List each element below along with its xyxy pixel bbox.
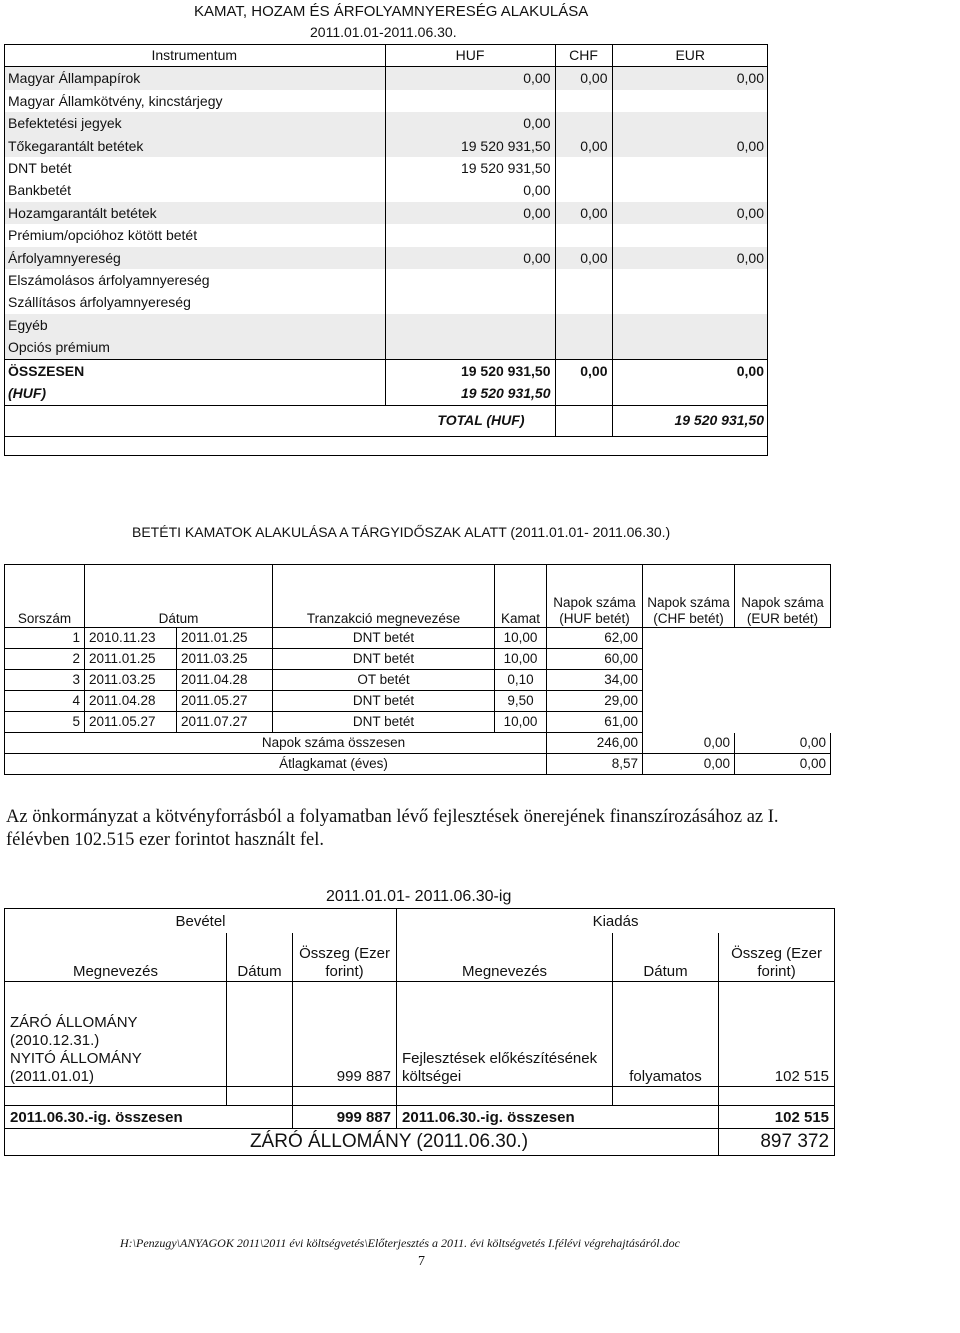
row-from: 2011.04.28	[85, 691, 177, 712]
right-sum: 102 515	[719, 1106, 835, 1129]
col-megnevezes-left: Megnevezés	[5, 933, 227, 982]
row-name: OT betét	[273, 670, 495, 691]
empty-cell	[5, 1087, 227, 1106]
napok-total-huf: 246,00	[547, 733, 643, 754]
sum-chf: 0,00	[555, 359, 612, 382]
col-huf: HUF	[385, 44, 555, 67]
row-chf	[555, 179, 612, 201]
col-osszeg-left: Összeg (Ezer forint)	[293, 933, 397, 982]
table-row	[4, 67, 768, 90]
table-row	[5, 628, 831, 649]
table-row	[4, 157, 768, 179]
row-to: 2011.05.27	[177, 691, 273, 712]
col-megnevezes-right: Megnevezés	[397, 933, 613, 982]
nyito-allomany-2011: NYITÓ ÁLLOMÁNY (2011.01.01)	[10, 1050, 142, 1085]
bevetel-header: Bevétel	[5, 909, 397, 934]
row-eur	[612, 269, 768, 291]
row-to: 2011.07.27	[177, 712, 273, 733]
col-instrument: Instrumentum	[4, 44, 385, 67]
table-row	[4, 90, 768, 112]
col-kamat: Kamat	[495, 565, 547, 628]
row-napok: 61,00	[547, 712, 643, 733]
closing-value: 897 372	[719, 1129, 835, 1156]
row-to: 2011.04.28	[177, 670, 273, 691]
yield-table	[4, 44, 768, 437]
empty-cell	[613, 1087, 719, 1106]
row-huf: 19 520 931,50	[385, 157, 555, 179]
row-chf: 0,00	[555, 135, 612, 157]
right-datum: folyamatos	[613, 982, 719, 1087]
col-napok-eur: Napok száma (EUR betét)	[735, 565, 831, 628]
row-kamat: 10,00	[495, 628, 547, 649]
left-amount: 999 887	[293, 982, 397, 1087]
row-label: DNT betét	[8, 160, 72, 177]
col-osszeg-right: Összeg (Ezer forint)	[719, 933, 835, 982]
empty-cell	[735, 712, 831, 733]
row-napok: 29,00	[547, 691, 643, 712]
napok-total-label: Napok száma összesen	[5, 733, 547, 754]
row-eur	[612, 90, 768, 112]
table-row	[4, 314, 768, 336]
row-huf	[385, 224, 555, 246]
row-eur	[612, 224, 768, 246]
huf-label: (HUF)	[4, 382, 385, 405]
row-kamat: 10,00	[495, 649, 547, 670]
table-row	[4, 202, 768, 224]
empty-cell	[643, 712, 735, 733]
col-datum-left: Dátum	[227, 933, 293, 982]
sum-huf: 19 520 931,50	[385, 359, 555, 382]
row-name: DNT betét	[273, 649, 495, 670]
row-label: Opciós prémium	[4, 336, 385, 359]
row-huf: 0,00	[385, 67, 555, 90]
row-chf: 0,00	[555, 247, 612, 269]
page-number: 7	[418, 1254, 425, 1269]
interest-table	[4, 564, 831, 775]
row-eur: 0,00	[612, 67, 768, 90]
row-chf	[555, 336, 612, 359]
row-label: Elszámolásos árfolyamnyereség	[8, 272, 210, 289]
row-from: 2011.05.27	[85, 712, 177, 733]
empty-cell	[735, 628, 831, 649]
table-row	[5, 712, 831, 733]
napok-total-chf: 0,00	[643, 733, 735, 754]
right-sum-label: 2011.06.30.-ig. összesen	[397, 1106, 719, 1129]
table-row	[5, 691, 831, 712]
average-rate-huf: 8,57	[547, 754, 643, 775]
huf-row	[4, 382, 768, 405]
row-label: Bankbetét	[8, 182, 72, 199]
table-row	[4, 291, 768, 313]
row-label: Hozamgarantált betétek	[4, 202, 385, 224]
row-eur: 0,00	[612, 247, 768, 269]
empty-cell	[293, 1087, 397, 1106]
empty-cell	[227, 1087, 293, 1106]
empty-cell	[397, 1087, 613, 1106]
period-label: 2011.01.01-2011.06.30.	[310, 24, 457, 40]
table-row	[5, 670, 831, 691]
left-sum: 999 887	[293, 1106, 397, 1129]
table-row	[4, 179, 768, 201]
kiadas-header: Kiadás	[397, 909, 835, 934]
row-huf	[385, 269, 555, 291]
row-eur	[612, 314, 768, 336]
row-chf	[555, 112, 612, 134]
col-sorszam: Sorszám	[5, 565, 85, 628]
table-row	[4, 269, 768, 291]
table-row	[4, 112, 768, 134]
row-label: Befektetési jegyek	[4, 112, 385, 134]
row-kamat: 9,50	[495, 691, 547, 712]
row-huf	[385, 90, 555, 112]
col-tranzakcio: Tranzakció megnevezése	[273, 565, 495, 628]
row-no: 4	[5, 691, 85, 712]
row-to: 2011.03.25	[177, 649, 273, 670]
sum-row	[4, 359, 768, 382]
table-row	[4, 135, 768, 157]
row-from: 2011.01.25	[85, 649, 177, 670]
average-rate-chf: 0,00	[643, 754, 735, 775]
average-rate-label: Átlagkamat (éves)	[5, 754, 547, 775]
table-row	[5, 649, 831, 670]
row-eur	[612, 112, 768, 134]
empty-cell	[643, 670, 735, 691]
col-datum-right: Dátum	[613, 933, 719, 982]
row-label: Egyéb	[4, 314, 385, 336]
bond-sum-row	[5, 1106, 835, 1129]
row-chf: 0,00	[555, 202, 612, 224]
sum-eur: 0,00	[612, 359, 768, 382]
empty-cell	[555, 405, 612, 436]
spacer-row	[5, 1087, 835, 1106]
total-label: TOTAL (HUF)	[4, 405, 555, 436]
col-datum: Dátum	[85, 565, 273, 628]
bond-table	[4, 908, 835, 1156]
empty-cell	[719, 1087, 835, 1106]
row-chf	[555, 314, 612, 336]
table-row	[4, 247, 768, 269]
bond-section-title: 2011.01.01- 2011.06.30-ig	[326, 888, 512, 905]
row-from: 2011.03.25	[85, 670, 177, 691]
col-napok-huf: Napok száma (HUF betét)	[547, 565, 643, 628]
row-label: Szállításos árfolyamnyereség	[8, 294, 191, 311]
average-rate-eur: 0,00	[735, 754, 831, 775]
row-eur	[612, 179, 768, 201]
row-chf: 0,00	[555, 67, 612, 90]
left-sum-label: 2011.06.30.-ig. összesen	[5, 1106, 293, 1129]
row-huf	[385, 336, 555, 359]
bond-table-group-header	[5, 909, 835, 934]
empty-cell	[735, 649, 831, 670]
napok-total-eur: 0,00	[735, 733, 831, 754]
row-label: Árfolyamnyereség	[4, 247, 385, 269]
table-row	[5, 982, 835, 1087]
page-title: KAMAT, HOZAM ÉS ÁRFOLYAMNYERESÉG ALAKULÁSA	[194, 3, 589, 20]
row-name: DNT betét	[273, 712, 495, 733]
empty-cell	[643, 649, 735, 670]
empty-cell	[227, 982, 293, 1087]
row-no: 3	[5, 670, 85, 691]
row-eur: 0,00	[612, 202, 768, 224]
empty-cell	[612, 382, 768, 405]
interest-section-title: BETÉTI KAMATOK ALAKULÁSA A TÁRGYIDŐSZAK ALATT (2011.01.01- 2011.06.30.)	[132, 524, 671, 540]
empty-cell	[735, 691, 831, 712]
footer-path: H:\Penzugy\ANYAGOK 2011\2011 évi költségvetés\Előterjesztés a 2011. évi költségvetés I.félévi végrehajtásáról.doc	[120, 1236, 680, 1250]
col-chf: CHF	[555, 44, 612, 67]
closing-label: ZÁRÓ ÁLLOMÁNY (2011.06.30.)	[5, 1129, 719, 1156]
row-huf: 0,00	[385, 247, 555, 269]
row-eur	[612, 291, 768, 313]
row-no: 2	[5, 649, 85, 670]
row-label: Magyar Állampapírok	[4, 67, 385, 90]
row-name: DNT betét	[273, 691, 495, 712]
table-row	[4, 224, 768, 246]
row-huf	[385, 291, 555, 313]
row-huf: 0,00	[385, 112, 555, 134]
bond-table-header	[5, 933, 835, 982]
empty-cell	[643, 628, 735, 649]
row-kamat: 10,00	[495, 712, 547, 733]
row-kamat: 0,10	[495, 670, 547, 691]
average-rate-row	[5, 754, 831, 775]
row-napok: 60,00	[547, 649, 643, 670]
right-item: Fejlesztések előkészítésének költségei	[397, 982, 613, 1087]
row-name: DNT betét	[273, 628, 495, 649]
total-row	[4, 405, 768, 436]
sum-label: ÖSSZESEN	[4, 359, 385, 382]
huf-value: 19 520 931,50	[385, 382, 555, 405]
row-chf	[555, 269, 612, 291]
row-chf	[555, 157, 612, 179]
closing-row	[5, 1129, 835, 1156]
body-paragraph: Az önkormányzat a kötvényforrásból a folyamatban lévő fejlesztések önerejének finanszírozásához az I. félévben 102.515 ezer forintot használt fel.	[6, 807, 779, 850]
row-chf	[555, 224, 612, 246]
row-label: Prémium/opcióhoz kötött betét	[8, 227, 198, 244]
row-eur: 0,00	[612, 135, 768, 157]
row-label: Tőkegarantált betétek	[4, 135, 385, 157]
interest-table-header	[5, 565, 831, 628]
row-no: 5	[5, 712, 85, 733]
row-no: 1	[5, 628, 85, 649]
row-to: 2011.01.25	[177, 628, 273, 649]
row-eur	[612, 157, 768, 179]
zaro-allomany-2010: ZÁRÓ ÁLLOMÁNY (2010.12.31.)	[10, 1014, 138, 1049]
row-huf: 0,00	[385, 179, 555, 201]
left-items	[5, 982, 227, 1087]
row-huf	[385, 314, 555, 336]
row-from: 2010.11.23	[85, 628, 177, 649]
row-label: Magyar Államkötvény, kincstárjegy	[8, 92, 223, 109]
row-napok: 34,00	[547, 670, 643, 691]
row-eur	[612, 336, 768, 359]
col-eur: EUR	[612, 44, 768, 67]
yield-table-header	[4, 44, 768, 67]
row-chf	[555, 90, 612, 112]
row-chf	[555, 291, 612, 313]
table-row	[4, 336, 768, 359]
empty-cell	[555, 382, 612, 405]
row-huf: 0,00	[385, 202, 555, 224]
napok-total-row	[5, 733, 831, 754]
row-napok: 62,00	[547, 628, 643, 649]
col-napok-chf: Napok száma (CHF betét)	[643, 565, 735, 628]
row-huf: 19 520 931,50	[385, 135, 555, 157]
empty-cell	[735, 670, 831, 691]
right-amount: 102 515	[719, 982, 835, 1087]
total-value: 19 520 931,50	[612, 405, 768, 436]
empty-cell	[643, 691, 735, 712]
